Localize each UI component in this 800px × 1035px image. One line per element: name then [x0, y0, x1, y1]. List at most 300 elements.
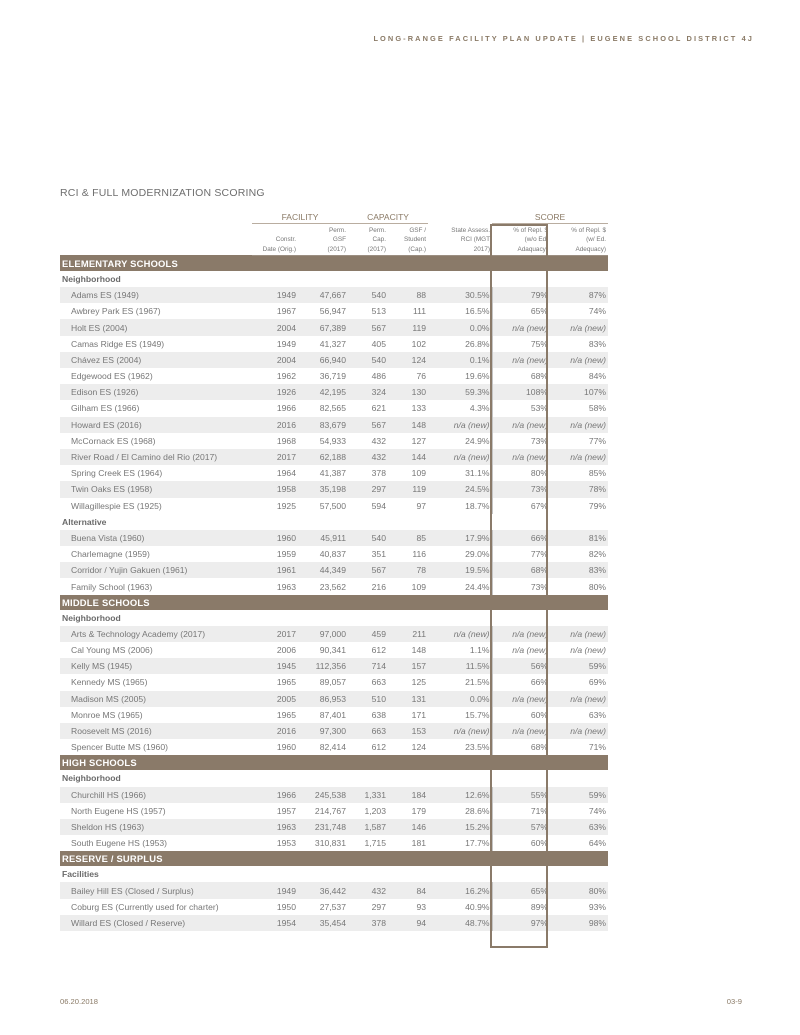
- capacity-cell: 567: [348, 319, 388, 335]
- gsf-per-student-cell: 102: [411, 338, 427, 349]
- capacity-cell: 405: [371, 338, 386, 349]
- score-without-adequacy-cell: 73%: [530, 581, 549, 592]
- construction-year-cell: 2016: [252, 723, 298, 739]
- capacity-cell: 297: [348, 481, 388, 497]
- gsf-cell: 44,349: [298, 562, 348, 578]
- construction-year-cell: 1950: [276, 901, 296, 912]
- facility-name-cell: Monroe MS (1965): [71, 709, 143, 720]
- capacity-cell: 324: [348, 384, 388, 400]
- score-without-adequacy-cell: n/a (new): [512, 645, 549, 656]
- rci-cell: 0.0%: [428, 319, 492, 335]
- gsf-per-student-cell: 111: [412, 306, 427, 317]
- gsf-per-student-cell: 179: [411, 805, 427, 816]
- score-with-adequacy-cell: 82%: [588, 549, 607, 560]
- gsf-per-student-cell: 130: [388, 384, 428, 400]
- category-header: [60, 595, 608, 610]
- column-header-row: [60, 224, 608, 256]
- table-row: [60, 674, 608, 690]
- score-with-adequacy-cell: n/a (new): [550, 449, 608, 465]
- table-row: [60, 336, 608, 352]
- gsf-per-student-cell: 181: [411, 838, 427, 849]
- gsf-per-student-cell: 133: [411, 403, 427, 414]
- table-row: [60, 449, 608, 465]
- score-without-adequacy-cell: 68%: [530, 371, 549, 382]
- table-row: [60, 626, 608, 642]
- gsf-per-student-cell: 109: [411, 581, 427, 592]
- rci-cell: 40.9%: [428, 899, 492, 915]
- score-without-adequacy-column-header: % of Repl. $ (w/o Ed. Adaquacy): [492, 224, 550, 256]
- gsf-cell: 41,387: [319, 468, 346, 479]
- construction-year-cell: 1960: [276, 742, 296, 753]
- capacity-cell: 432: [371, 435, 386, 446]
- rci-cell: 15.7%: [428, 707, 492, 723]
- gsf-per-student-cell: 184: [388, 787, 428, 803]
- gsf-cell: 112,356: [298, 658, 348, 674]
- gsf-per-student-cell: 85: [388, 530, 428, 546]
- score-without-adequacy-cell: 68%: [530, 742, 549, 753]
- scoring-table-container: [60, 210, 608, 931]
- score-without-adequacy-cell: 57%: [492, 819, 550, 835]
- score-with-adequacy-cell: 87%: [550, 287, 608, 303]
- score-without-adequacy-cell: 73%: [530, 435, 549, 446]
- gsf-cell: 97,000: [298, 626, 348, 642]
- rci-cell: 26.8%: [428, 336, 492, 352]
- facility-name-cell: Churchill HS (1966): [60, 787, 252, 803]
- table-row: [60, 384, 608, 400]
- section-title: RCI & FULL MODERNIZATION SCORING: [60, 187, 265, 199]
- construction-year-cell: 1968: [276, 435, 296, 446]
- capacity-cell: 1,203: [364, 805, 386, 816]
- facility-name-cell: Sheldon HS (1963): [60, 819, 252, 835]
- score-without-adequacy-cell: n/a (new): [492, 352, 550, 368]
- facility-group-header: FACILITY: [252, 210, 348, 224]
- name-column-header: [60, 224, 252, 256]
- table-row: [60, 787, 608, 803]
- capacity-cell: 714: [348, 658, 388, 674]
- gsf-per-student-cell: 119: [388, 481, 428, 497]
- blank-group-header: [428, 210, 492, 224]
- gsf-cell: 231,748: [298, 819, 348, 835]
- facility-name-cell: Arts & Technology Academy (2017): [60, 626, 252, 642]
- table-body: [60, 255, 608, 931]
- rci-cell: 16.2%: [428, 882, 492, 898]
- year-column-header: Constr. Date (Orig.): [252, 224, 298, 256]
- gsf-per-student-cell: 124: [388, 352, 428, 368]
- score-without-adequacy-cell: 108%: [492, 384, 550, 400]
- gsf-cell: 23,562: [319, 581, 346, 592]
- facility-name-cell: Willagillespie ES (1925): [71, 500, 162, 511]
- facility-name-cell: Spring Creek ES (1964): [71, 468, 163, 479]
- facility-name-cell: Holt ES (2004): [60, 319, 252, 335]
- rci-cell: 24.4%: [428, 578, 492, 594]
- gsf-per-student-cell: 153: [388, 723, 428, 739]
- group-header-row: [60, 210, 608, 224]
- score-with-adequacy-cell: n/a (new): [550, 417, 608, 433]
- category-header: [60, 755, 608, 770]
- capacity-cell: 621: [371, 403, 386, 414]
- table-row: [60, 835, 608, 851]
- gsf-per-student-cell: 119: [388, 319, 428, 335]
- gsf-cell: 56,947: [319, 306, 346, 317]
- gsf-per-student-cell: 171: [411, 709, 427, 720]
- gsf-cell: 35,198: [298, 481, 348, 497]
- rci-cell: 23.5%: [428, 739, 492, 755]
- table-row: [60, 417, 608, 433]
- facility-name-cell: River Road / El Camino del Rio (2017): [60, 449, 252, 465]
- rci-cell: 24.5%: [428, 481, 492, 497]
- gsf-cell: 83,679: [298, 417, 348, 433]
- score-without-adequacy-cell: 77%: [530, 549, 549, 560]
- construction-year-cell: 2004: [252, 319, 298, 335]
- rci-cell: 19.6%: [428, 368, 492, 384]
- gsf-cell: 57,500: [319, 500, 346, 511]
- score-with-adequacy-cell: 64%: [588, 838, 607, 849]
- score-with-adequacy-cell: n/a (new): [570, 645, 607, 656]
- rci-cell: 12.6%: [428, 787, 492, 803]
- rci-cell: n/a (new): [428, 723, 492, 739]
- score-with-adequacy-cell: 74%: [588, 306, 607, 317]
- gsf-per-student-cell: 211: [388, 626, 428, 642]
- score-with-adequacy-cell: 81%: [550, 530, 608, 546]
- category-label: ELEMENTARY SCHOOLS: [60, 255, 608, 271]
- score-with-adequacy-cell: 85%: [588, 468, 607, 479]
- capacity-cell: 663: [371, 677, 386, 688]
- score-without-adequacy-cell: n/a (new): [492, 626, 550, 642]
- construction-year-cell: 1965: [276, 677, 296, 688]
- table-row: [60, 723, 608, 739]
- score-without-adequacy-cell: 68%: [492, 562, 550, 578]
- table-row: [60, 352, 608, 368]
- gsf-per-student-cell: 88: [388, 287, 428, 303]
- facility-name-cell: Coburg ES (Currently used for charter): [71, 901, 219, 912]
- facility-name-cell: Cal Young MS (2006): [71, 645, 153, 656]
- gsf-per-student-cell: 84: [388, 882, 428, 898]
- subcategory-header: [60, 866, 608, 882]
- footer-date: 06.20.2018: [60, 997, 99, 1006]
- facility-name-cell: Camas Ridge ES (1949): [71, 338, 165, 349]
- gsf-per-student-cell: 76: [416, 371, 427, 382]
- capacity-cell: 1,587: [348, 819, 388, 835]
- rci-cell: 1.1%: [428, 642, 492, 658]
- capacity-cell: 1,715: [364, 838, 386, 849]
- score-with-adequacy-cell: 83%: [550, 562, 608, 578]
- facility-name-cell: Corridor / Yujin Gakuen (1961): [60, 562, 252, 578]
- score-group-header: SCORE: [492, 210, 608, 224]
- rci-cell: 16.5%: [428, 303, 492, 319]
- construction-year-cell: 1963: [276, 581, 296, 592]
- capacity-cell: 540: [348, 287, 388, 303]
- gsf-per-student-cell: 146: [388, 819, 428, 835]
- table-row: [60, 303, 608, 319]
- rci-cell: 30.5%: [428, 287, 492, 303]
- gsf-cell: 42,195: [298, 384, 348, 400]
- score-without-adequacy-cell: n/a (new): [492, 417, 550, 433]
- construction-year-cell: 1949: [252, 882, 298, 898]
- score-without-adequacy-cell: n/a (new): [492, 319, 550, 335]
- subcategory-label: Neighborhood: [62, 612, 121, 623]
- subcategory-label: Neighborhood: [62, 773, 121, 784]
- facility-name-cell: Howard ES (2016): [60, 417, 252, 433]
- rci-cell: 21.5%: [428, 674, 492, 690]
- facility-name-cell: Madison MS (2005): [60, 691, 252, 707]
- gsf-cell: 66,940: [298, 352, 348, 368]
- score-with-adequacy-cell: 80%: [550, 882, 608, 898]
- score-with-adequacy-cell: 63%: [550, 819, 608, 835]
- gsf-cell: 82,565: [319, 403, 346, 414]
- table-row: [60, 578, 608, 594]
- table-row: [60, 481, 608, 497]
- capacity-cell: 459: [348, 626, 388, 642]
- score-with-adequacy-cell: 78%: [550, 481, 608, 497]
- gsf-cell: 90,341: [319, 645, 346, 656]
- score-without-adequacy-cell: 60%: [530, 709, 549, 720]
- category-label: RESERVE / SURPLUS: [60, 851, 608, 866]
- capacity-cell: 638: [371, 709, 386, 720]
- capacity-cell: 540: [348, 352, 388, 368]
- facility-name-cell: Chávez ES (2004): [60, 352, 252, 368]
- capacity-cell: 351: [371, 549, 386, 560]
- gsf-cell: 86,953: [298, 691, 348, 707]
- construction-year-cell: 2017: [252, 626, 298, 642]
- rci-cell: 24.9%: [428, 433, 492, 449]
- score-with-adequacy-cell: 80%: [588, 581, 607, 592]
- capacity-column-header: Perm. Cap. (2017): [348, 224, 388, 256]
- score-with-adequacy-cell: n/a (new): [550, 723, 608, 739]
- document-header: LONG-RANGE FACILITY PLAN UPDATE | EUGENE SCHOOL DISTRICT 4J: [373, 34, 754, 43]
- facility-name-cell: Kennedy MS (1965): [71, 677, 148, 688]
- facility-name-cell: Kelly MS (1945): [60, 658, 252, 674]
- score-without-adequacy-cell: 67%: [530, 500, 549, 511]
- score-without-adequacy-cell: 97%: [492, 915, 550, 931]
- capacity-cell: 567: [348, 562, 388, 578]
- table-row: [60, 658, 608, 674]
- construction-year-cell: 2017: [252, 449, 298, 465]
- construction-year-cell: 2006: [276, 645, 296, 656]
- rci-cell: 59.3%: [428, 384, 492, 400]
- gsf-per-student-cell: 93: [416, 901, 427, 912]
- table-row: [60, 803, 608, 819]
- category-label: MIDDLE SCHOOLS: [60, 595, 608, 610]
- score-with-adequacy-cell: 79%: [588, 500, 607, 511]
- gsf-cell: 214,767: [314, 805, 346, 816]
- page-number: 03-9: [726, 997, 742, 1006]
- score-without-adequacy-cell: 75%: [530, 338, 549, 349]
- score-with-adequacy-cell: n/a (new): [550, 319, 608, 335]
- gsf-cell: 82,414: [319, 742, 346, 753]
- subcategory-header: [60, 514, 608, 530]
- facility-name-cell: North Eugene HS (1957): [71, 805, 166, 816]
- capacity-cell: 567: [348, 417, 388, 433]
- score-with-adequacy-cell: n/a (new): [550, 691, 608, 707]
- construction-year-cell: 2004: [252, 352, 298, 368]
- capacity-cell: 663: [348, 723, 388, 739]
- subcategory-label: Neighborhood: [62, 273, 121, 284]
- capacity-cell: 486: [371, 371, 386, 382]
- score-with-adequacy-cell: 98%: [550, 915, 608, 931]
- construction-year-cell: 1962: [276, 371, 296, 382]
- capacity-group-header: CAPACITY: [348, 210, 428, 224]
- rci-cell: 18.7%: [428, 498, 492, 514]
- gsf-cell: 97,300: [298, 723, 348, 739]
- score-with-adequacy-cell: 63%: [588, 709, 607, 720]
- score-without-adequacy-cell: 89%: [530, 901, 549, 912]
- score-with-adequacy-cell: 69%: [588, 677, 607, 688]
- rci-cell: n/a (new): [428, 626, 492, 642]
- construction-year-cell: 1958: [252, 481, 298, 497]
- gsf-per-student-cell: 78: [388, 562, 428, 578]
- gsf-per-student-cell: 94: [388, 915, 428, 931]
- construction-year-cell: 1954: [252, 915, 298, 931]
- rci-cell: 11.5%: [428, 658, 492, 674]
- score-without-adequacy-cell: 53%: [530, 403, 549, 414]
- score-without-adequacy-cell: 65%: [492, 882, 550, 898]
- construction-year-cell: 1945: [252, 658, 298, 674]
- gsf-per-student-cell: 127: [411, 435, 427, 446]
- gsf-per-student-cell: 116: [412, 549, 427, 560]
- table-row: [60, 882, 608, 898]
- table-row: [60, 400, 608, 416]
- construction-year-cell: 1925: [276, 500, 296, 511]
- score-with-adequacy-cell: 59%: [550, 787, 608, 803]
- rci-cell: 0.0%: [428, 691, 492, 707]
- capacity-cell: 297: [371, 901, 386, 912]
- blank-group-header: [60, 210, 252, 224]
- subcategory-label: Alternative: [62, 516, 107, 527]
- facility-name-cell: South Eugene HS (1953): [71, 838, 168, 849]
- gsf-per-student-cell: 148: [388, 417, 428, 433]
- construction-year-cell: 1967: [276, 306, 296, 317]
- rci-cell: 19.5%: [428, 562, 492, 578]
- rci-cell: n/a (new): [428, 417, 492, 433]
- scoring-table: [60, 210, 608, 931]
- table-row: [60, 899, 608, 915]
- score-without-adequacy-cell: 80%: [530, 468, 549, 479]
- facility-name-cell: Edison ES (1926): [60, 384, 252, 400]
- score-without-adequacy-cell: 60%: [530, 838, 549, 849]
- table-row: [60, 707, 608, 723]
- construction-year-cell: 2016: [252, 417, 298, 433]
- construction-year-cell: 1949: [276, 338, 296, 349]
- facility-name-cell: Buena Vista (1960): [60, 530, 252, 546]
- score-without-adequacy-cell: 66%: [492, 530, 550, 546]
- table-row: [60, 287, 608, 303]
- facility-name-cell: Charlemagne (1959): [71, 549, 150, 560]
- category-label: HIGH SCHOOLS: [60, 755, 608, 770]
- score-with-adequacy-column-header: % of Repl. $ (w/ Ed. Adequacy): [550, 224, 608, 256]
- category-header: [60, 851, 608, 866]
- table-row: [60, 530, 608, 546]
- score-with-adequacy-cell: n/a (new): [550, 626, 608, 642]
- capacity-cell: 510: [348, 691, 388, 707]
- construction-year-cell: 1966: [252, 787, 298, 803]
- table-row: [60, 546, 608, 562]
- construction-year-cell: 1953: [276, 838, 296, 849]
- facility-name-cell: Willard ES (Closed / Reserve): [60, 915, 252, 931]
- rci-cell: 31.1%: [428, 465, 492, 481]
- gsf-per-student-cell: 148: [411, 645, 427, 656]
- table-row: [60, 319, 608, 335]
- construction-year-cell: 1964: [276, 468, 296, 479]
- score-without-adequacy-cell: 55%: [492, 787, 550, 803]
- score-without-adequacy-cell: 66%: [530, 677, 549, 688]
- facility-name-cell: Twin Oaks ES (1958): [60, 481, 252, 497]
- capacity-cell: 612: [371, 742, 386, 753]
- score-with-adequacy-cell: 83%: [588, 338, 607, 349]
- facility-name-cell: Awbrey Park ES (1967): [71, 306, 161, 317]
- table-row: [60, 368, 608, 384]
- score-with-adequacy-cell: 58%: [588, 403, 607, 414]
- rci-column-header: State Assess. RCI (MGT 2017): [428, 224, 492, 256]
- gsf-cell: 89,057: [319, 677, 346, 688]
- facility-name-cell: Edgewood ES (1962): [71, 371, 153, 382]
- rci-cell: 17.9%: [428, 530, 492, 546]
- gsf-per-student-cell: 157: [388, 658, 428, 674]
- score-without-adequacy-cell: n/a (new): [492, 691, 550, 707]
- rci-cell: 28.6%: [428, 803, 492, 819]
- capacity-cell: 612: [371, 645, 386, 656]
- category-header: [60, 255, 608, 271]
- gsf-per-student-cell: 109: [411, 468, 427, 479]
- gsf-cell: 47,667: [298, 287, 348, 303]
- capacity-cell: 432: [348, 449, 388, 465]
- score-without-adequacy-cell: 65%: [530, 306, 549, 317]
- table-row: [60, 915, 608, 931]
- construction-year-cell: 1949: [252, 287, 298, 303]
- rci-cell: 48.7%: [428, 915, 492, 931]
- table-row: [60, 498, 608, 514]
- gsf-cell: 87,401: [319, 709, 346, 720]
- rci-cell: 29.0%: [428, 546, 492, 562]
- table-row: [60, 562, 608, 578]
- gsf-cell: 36,719: [319, 371, 346, 382]
- score-with-adequacy-cell: 77%: [588, 435, 607, 446]
- table-row: [60, 739, 608, 755]
- facility-name-cell: Gilham ES (1966): [71, 403, 140, 414]
- rci-cell: 15.2%: [428, 819, 492, 835]
- capacity-cell: 378: [348, 915, 388, 931]
- score-without-adequacy-cell: 56%: [492, 658, 550, 674]
- facility-name-cell: Bailey Hill ES (Closed / Surplus): [60, 882, 252, 898]
- facility-name-cell: Spencer Butte MS (1960): [71, 742, 168, 753]
- construction-year-cell: 1926: [252, 384, 298, 400]
- facility-name-cell: Roosevelt MS (2016): [60, 723, 252, 739]
- rci-cell: 17.7%: [428, 835, 492, 851]
- gsf-per-student-cell: 144: [388, 449, 428, 465]
- score-with-adequacy-cell: 84%: [588, 371, 607, 382]
- gsf-per-student-cell: 97: [416, 500, 427, 511]
- capacity-cell: 513: [371, 306, 386, 317]
- capacity-cell: 540: [348, 530, 388, 546]
- gsf-cell: 67,389: [298, 319, 348, 335]
- construction-year-cell: 1960: [252, 530, 298, 546]
- table-row: [60, 642, 608, 658]
- gsf-column-header: Perm. GSF (2017): [298, 224, 348, 256]
- capacity-cell: 432: [348, 882, 388, 898]
- construction-year-cell: 1963: [252, 819, 298, 835]
- rci-cell: 4.3%: [428, 400, 492, 416]
- subcategory-header: [60, 770, 608, 786]
- score-without-adequacy-cell: 71%: [530, 805, 549, 816]
- construction-year-cell: 1966: [276, 403, 296, 414]
- gsf-cell: 54,933: [319, 435, 346, 446]
- score-without-adequacy-cell: 73%: [492, 481, 550, 497]
- table-row: [60, 465, 608, 481]
- rci-cell: 0.1%: [428, 352, 492, 368]
- score-with-adequacy-cell: 93%: [588, 901, 607, 912]
- gsf-cell: 45,911: [298, 530, 348, 546]
- construction-year-cell: 2005: [252, 691, 298, 707]
- capacity-cell: 1,331: [348, 787, 388, 803]
